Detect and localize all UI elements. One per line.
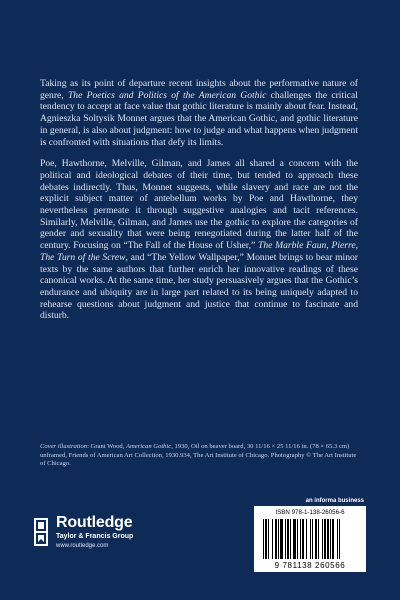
book-title-italic: The Poetics and Politics of the American Gothic — [67, 89, 267, 101]
work-title-italic: The Turn of the Screw — [40, 251, 126, 263]
cover-blurb — [40, 78, 358, 332]
barcode-bars — [263, 519, 357, 559]
publisher-group: Taylor & Francis Group — [56, 533, 134, 540]
barcode-number: 9 781138 260566 — [274, 561, 346, 570]
credit-text: : Grant Wood, — [87, 443, 126, 450]
blurb-text: , and “The Yellow Wallpaper,” Monnet brings to bear minor texts by the same authors that further enrich her innovative readings of these canonical works. At the same time, her study persuasively argues that the Gothic’s endurance and ubiquity are in large part related to its being uniquely adapted to rehearse questions about judgment and justice that continue to fascinate and disturb. — [40, 251, 359, 322]
blurb-text: , — [355, 240, 359, 252]
work-title-italic: Pierre — [331, 240, 356, 252]
isbn-text: ISBN 978-1-138-26056-6 — [275, 509, 345, 516]
publisher-name: Routledge — [56, 514, 133, 531]
credit-text: , 1930, Oil on beaver board, 30 11/16 × 25 11/16 in. (78 × 65.3 cm) unframed, Friends of American Art Collection, 1930.934, The Art Institute of Chicago. Photography © The Art Institute of Chicago. — [40, 443, 357, 468]
blurb-text: , — [326, 240, 332, 252]
blurb-text: Taking as its point of departure recent insights about the performative nature of genre, — [40, 78, 358, 101]
blurb-text: challenges the critical tendency to accept at face value that gothic literature is mainly about fear. Instead, Agnieszka Soltysik Monnet argues that the American Gothic, and gothic literature in general, is also about judgment: how to judge and what happens when judgment is confronted with situations that defy its limits. — [40, 89, 358, 148]
blurb-paragraph-1 — [40, 78, 358, 148]
painting-title: American Gothic — [125, 443, 172, 450]
work-title-italic: The Marble Faun — [258, 240, 327, 252]
informa-tagline: an informa business — [305, 498, 364, 504]
publisher-url: www.routledge.com — [56, 543, 109, 549]
publisher-logo — [34, 512, 154, 552]
isbn-barcode — [254, 506, 366, 572]
cover-illustration-credit — [40, 443, 358, 469]
blurb-paragraph-2 — [40, 158, 358, 322]
blurb-text: Poe, Hawthorne, Melville, Gilman, and James all shared a concern with the political and ideological debates of their time, but tended to approach these debates indirectly. Thus, Monnet suggests, while slavery and race are not the explicit subject matter of antebellum works by Poe and Hawthorne, they nevertheless permeate it through suggestive analogies and tacit references. Similarly, Melville, Gilman, and James use the gothic to explore the categories of gender and sexuality that were being renegotiated during the latter half of the century. Focusing on “The Fall of the House of Usher,” — [40, 158, 358, 252]
credit-label: Cover illustration — [40, 443, 88, 450]
routledge-mark-icon — [34, 518, 48, 546]
